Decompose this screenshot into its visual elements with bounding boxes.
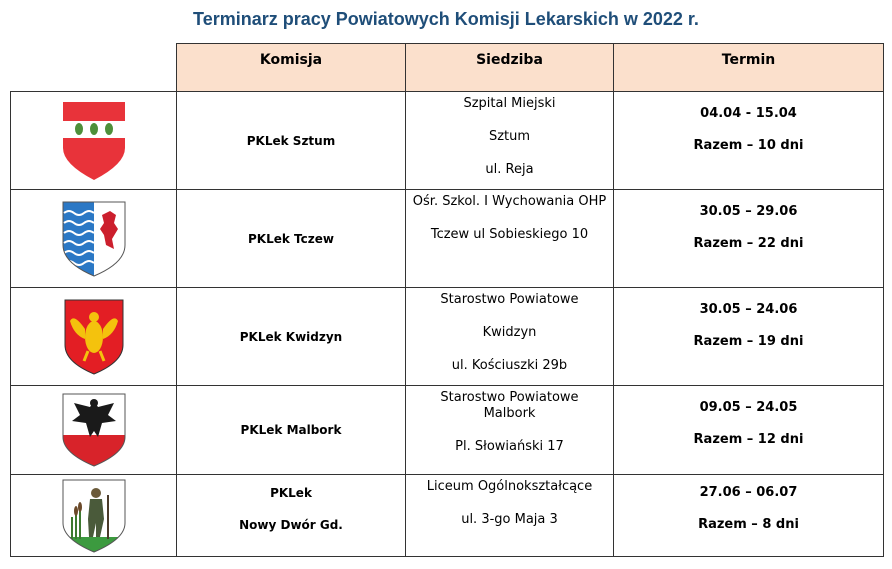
table-row: [11, 92, 884, 190]
termin-dates: 30.05 – 24.06: [699, 302, 798, 317]
table-row: [11, 386, 884, 475]
siedziba-cell: [406, 386, 614, 475]
komisja-cell: [177, 190, 406, 288]
crest-cell: [11, 92, 177, 190]
siedziba-cell: [406, 92, 614, 190]
termin-cell: [614, 92, 884, 190]
nowy-dwor-coat-of-arms-icon: [62, 479, 126, 553]
sztum-coat-of-arms-icon: [63, 102, 125, 180]
termin-cell: [614, 386, 884, 475]
siedziba-line: ul. Kościuszki 29b: [451, 358, 568, 373]
komisja-name: PKLek Kwidzyn: [239, 329, 343, 344]
siedziba-line: Ośr. Szkol. I Wychowania OHP: [412, 194, 607, 209]
siedziba-line: Pl. Słowiański 17: [455, 439, 564, 454]
siedziba-cell: [406, 190, 614, 288]
termin-total: Razem – 22 dni: [693, 236, 804, 251]
termin-dates: 30.05 – 29.06: [699, 204, 798, 219]
termin-dates: 04.04 - 15.04: [700, 106, 797, 121]
termin-total: Razem – 19 dni: [693, 334, 804, 349]
siedziba-line: ul. Reja: [485, 162, 534, 177]
siedziba-line: Tczew ul Sobieskiego 10: [430, 227, 589, 242]
siedziba-line: ul. 3-go Maja 3: [461, 512, 558, 527]
header-termin: Termin: [614, 44, 884, 92]
header-siedziba: Siedziba: [406, 44, 614, 92]
komisja-cell: [177, 288, 406, 386]
termin-total: Razem – 10 dni: [693, 138, 804, 153]
header-komisja: Komisja: [177, 44, 406, 92]
komisja-cell: [177, 475, 406, 557]
siedziba-line: Starostwo Powiatowe: [440, 292, 579, 307]
komisja-cell: [177, 92, 406, 190]
siedziba-cell: [406, 288, 614, 386]
tczew-coat-of-arms-icon: [62, 201, 126, 277]
table-row: [11, 475, 884, 557]
schedule-table: [10, 43, 884, 557]
termin-cell: [614, 288, 884, 386]
komisja-name: PKLek Malbork: [240, 423, 342, 437]
termin-cell: [614, 475, 884, 557]
siedziba-line: Kwidzyn: [482, 325, 537, 340]
komisja-cell: [177, 386, 406, 475]
siedziba-line: Sztum: [488, 129, 531, 144]
crest-cell: [11, 475, 177, 557]
kwidzyn-coat-of-arms-icon: [64, 299, 124, 375]
table-row: [11, 288, 884, 386]
komisja-name: Nowy Dwór Gd.: [239, 518, 343, 532]
table-row: [11, 190, 884, 288]
siedziba-cell: [406, 475, 614, 557]
siedziba-line: Liceum Ogólnokształcące: [426, 479, 593, 494]
termin-dates: 27.06 – 06.07: [699, 485, 798, 500]
siedziba-line: Malbork: [483, 406, 536, 421]
malbork-coat-of-arms-icon: [62, 393, 126, 467]
crest-cell: [11, 386, 177, 475]
termin-dates: 09.05 – 24.05: [699, 400, 798, 415]
komisja-name: PKLek Sztum: [246, 133, 336, 148]
crest-cell: [11, 288, 177, 386]
siedziba-line: Starostwo Powiatowe: [440, 390, 579, 405]
page-title: Terminarz pracy Powiatowych Komisji Lekarskich w 2022 r.: [193, 9, 699, 29]
termin-cell: [614, 190, 884, 288]
crest-cell: [11, 190, 177, 288]
termin-total: Razem – 12 dni: [693, 432, 804, 447]
table-header-row: [11, 44, 884, 92]
header-empty-cell: [11, 44, 177, 92]
termin-total: Razem – 8 dni: [698, 517, 799, 532]
komisja-name: PKLek: [270, 486, 312, 500]
siedziba-line: Szpital Miejski: [463, 96, 556, 111]
komisja-name: PKLek Tczew: [248, 231, 334, 246]
